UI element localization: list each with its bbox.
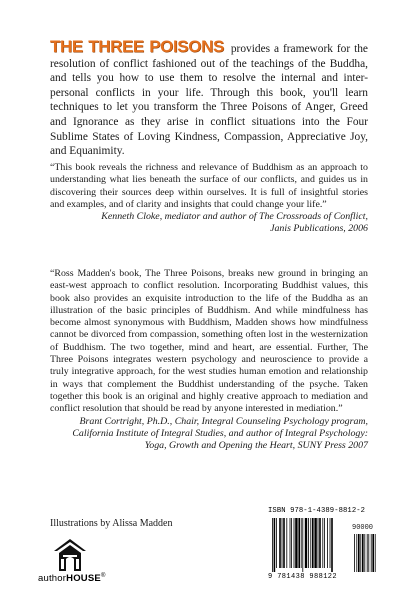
barcode-bar — [282, 518, 283, 568]
addon-bar — [358, 534, 360, 572]
isbn-barcode — [268, 507, 378, 589]
barcode-bar — [283, 518, 285, 568]
addon-bar — [354, 534, 355, 572]
barcode-addon: 90000 — [352, 524, 374, 532]
publisher-logo — [38, 537, 108, 587]
barcode-bar — [301, 518, 302, 568]
barcode-bar — [327, 518, 328, 568]
blurb-text: “Ross Madden's book, The Three Poisons, breaks new ground in bringing an east-west approach to conflict resolution. Incorporating Buddhist values, this book also provides an exquisite introduction to the life of the Buddha as an illustration of the basic principles of Buddhism. And while mindfulness has become almost synonymous with Buddhism, Madden shows how mindfulness cannot be divorced from compassion, something often lost in the westernization of Buddhism. The two together, mind and heart, are essential. Further, The Three Poisons integrates western psychology and neuroscience to provide a truly integrative approach, for the west studies human emotion and relationship in ways that complement the Buddhist understanding of the psyche. Taken together this book is an original and highly creative approach to mediation and conflict resolution that should be read by anyone interested in mediation.” — [50, 268, 368, 415]
barcode-bar — [314, 518, 316, 568]
barcode-bar — [331, 518, 333, 572]
barcode-bar — [279, 518, 281, 568]
blurb-cloke — [50, 162, 368, 236]
blurb-attribution: Brant Cortright, Ph.D., Chair, Integral Counseling Psychology program, California Institute of Integral Studies, and author of Integral Psychology: Yoga, Growth and Opening the Heart, SUNY Press 2007 — [72, 415, 368, 452]
blurb-cortright — [50, 268, 368, 452]
barcode-bar — [286, 518, 287, 568]
illustrations-credit: Illustrations by Alissa Madden — [50, 518, 173, 529]
publisher-name: authorHOUSE® — [38, 573, 106, 584]
barcode-bar — [294, 518, 295, 568]
addon-bar — [371, 534, 372, 572]
barcode-bar — [298, 518, 300, 568]
barcode-bar — [302, 518, 303, 572]
barcode-bar — [274, 518, 276, 572]
house-icon — [50, 537, 90, 573]
addon-bar — [362, 534, 364, 572]
barcode-bar — [318, 518, 319, 568]
addon-bar — [364, 534, 365, 572]
isbn-label: ISBN 978-1-4389-8812-2 — [268, 507, 366, 515]
barcode-bar — [308, 518, 309, 568]
barcode-bar — [276, 518, 277, 568]
blurb-text: “This book reveals the richness and relevance of Buddhism as an approach to understanding what lies beneath the surface of our conflicts, and guides us in discovering their sources deep within ourselves. It is full of insightful stories and examples, and of clarity and insights that could change your life.” — [50, 162, 368, 210]
addon-bar — [368, 534, 369, 572]
barcode-bar — [319, 518, 321, 568]
blurb-attribution: Kenneth Cloke, mediator and author of The Crossroads of Conflict, Janis Publications, 2006 — [101, 211, 368, 235]
barcode-bar — [324, 518, 325, 568]
barcode-bar — [295, 518, 297, 568]
book-title-logo: THE THREE POISONS — [50, 37, 224, 56]
barcode-bar — [305, 518, 307, 568]
barcode-bar — [290, 518, 291, 568]
barcode-bar — [310, 518, 311, 568]
addon-bar — [375, 534, 376, 572]
barcode-bar — [312, 518, 314, 568]
addon-bar — [367, 534, 368, 572]
barcode-bar — [291, 518, 292, 568]
intro-paragraph — [50, 37, 368, 159]
barcode-bar — [322, 518, 323, 568]
barcode-bar — [272, 518, 273, 572]
addon-bar — [360, 534, 361, 572]
ean-digits: 9 781438 988122 — [268, 573, 338, 581]
addon-bar — [356, 534, 357, 572]
intro-text: provides a framework for the resolution of conflict fashioned out of the teachings of the Buddha, and tells you how to use them to resolve the internal and inter-personal conflicts in your life. Through this book, you'll learn techniques to let you transform the Three Poisons of Anger, Greed and Ignorance as they arise in conflict situations into the Four Sublime States of Loving Kindness, Compassion, Appreciative Joy, and Equanimity. — [50, 43, 368, 158]
barcode-bar — [330, 518, 331, 568]
addon-bar — [372, 534, 374, 572]
